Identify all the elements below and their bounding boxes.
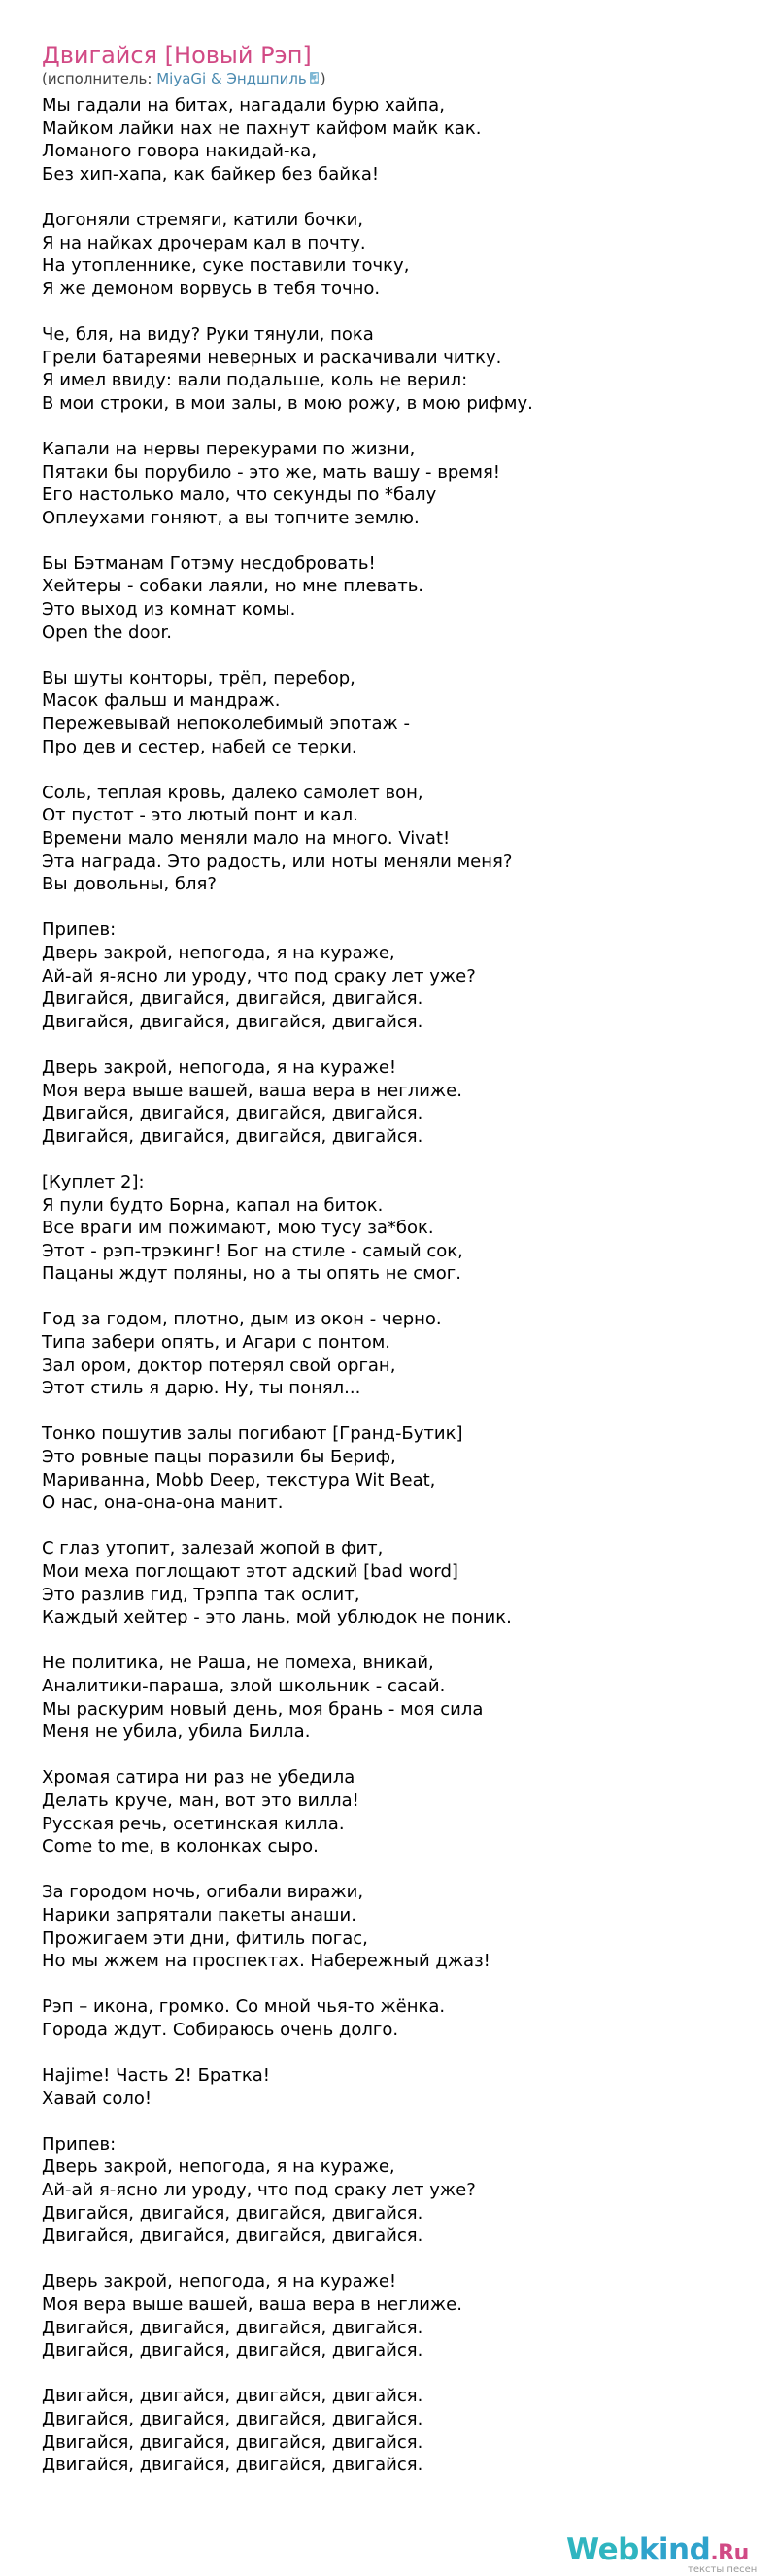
lyrics-stanza	[42, 1995, 741, 2041]
lyric-line: Рэп – икона, громко. Со мной чья-то жёнка.	[42, 1996, 446, 2018]
lyric-line: За городом ночь, огибали виражи,	[42, 1882, 364, 1903]
lyric-line: Моя вера выше вашей, ваша вера в неглиже.	[42, 1080, 462, 1101]
lyric-line: Майком лайки нах не пахнут кайфом майк как.	[42, 117, 482, 139]
lyric-line: Припев:	[42, 920, 117, 941]
lyrics-stanza	[42, 2133, 741, 2248]
lyric-line: Двигайся, двигайся, двигайся, двигайся.	[42, 2317, 423, 2338]
lyric-line: Пятаки бы порубило - это же, мать вашу - время!	[42, 461, 501, 483]
lyric-line: Ай-ай я-ясно ли уроду, что под сраку лет уже?	[42, 2180, 476, 2201]
lyric-line: Я пули будто Борна, капал на биток.	[42, 1194, 384, 1216]
lyrics-stanza	[42, 782, 741, 896]
lyric-line: В мои строки, в мои залы, в мою рожу, в мою рифму.	[42, 392, 533, 414]
lyric-line: Дверь закрой, непогода, я на кураже!	[42, 1056, 397, 1078]
lyric-line: Но мы жжем на проспектах. Набережный джаз!	[42, 1951, 490, 1972]
lyric-line: Мы раскурим новый день, моя брань - моя сила	[42, 1698, 484, 1720]
lyric-line: Двигайся, двигайся, двигайся, двигайся.	[42, 2408, 423, 2429]
lyric-line: Двигайся, двигайся, двигайся, двигайся.	[42, 988, 423, 1010]
lyric-line: Дверь закрой, непогода, я на кураже!	[42, 2271, 397, 2292]
lyric-line: Меня не убила, убила Билла.	[42, 1722, 311, 1743]
lyrics-stanza	[42, 2064, 741, 2110]
lyric-line: Ай-ай я-ясно ли уроду, что под сраку лет уже?	[42, 965, 476, 987]
lyric-line: Города ждут. Собираюсь очень долго.	[42, 2019, 399, 2040]
lyric-line: [Куплет 2]:	[42, 1171, 145, 1192]
lyric-line: На утопленнике, суке поставили точку,	[42, 255, 410, 277]
lyric-line: Это ровные пацы поразили бы Бериф,	[42, 1447, 396, 1468]
lyrics-stanza	[42, 552, 741, 644]
lyric-line: Аналитики-параша, злой школьник - сасай.	[42, 1675, 446, 1696]
lyrics-stanza	[42, 2270, 741, 2361]
lyric-line: Делать круче, ман, вот это вилла!	[42, 1790, 359, 1811]
lyric-line: Это выход из комнат комы.	[42, 599, 296, 620]
lyric-line: Год за годом, плотно, дым из окон - черно.	[42, 1309, 442, 1330]
lyric-line: Его настолько мало, что секунды по *балу	[42, 485, 437, 506]
lyric-line: Прожигаем эти дни, фитиль погас,	[42, 1927, 368, 1949]
lyric-line: Двигайся, двигайся, двигайся, двигайся.	[42, 2386, 423, 2407]
lyric-line: Двигайся, двигайся, двигайся, двигайся.	[42, 1125, 423, 1147]
lyric-line: Я имел ввиду: вали подальше, коль не верил:	[42, 370, 468, 391]
lyric-line: Этот - рэп-трэкинг! Бог на стиле - самый сок,	[42, 1240, 463, 1261]
lyric-line: Припев:	[42, 2133, 117, 2155]
lyrics-stanza	[42, 438, 741, 529]
lyric-line: Мои меха поглощают этот адский [bad word]	[42, 1561, 458, 1582]
lyric-line: Пацаны ждут поляны, но а ты опять не смог.	[42, 1263, 461, 1285]
lyric-line: Нарики запрятали пакеты анаши.	[42, 1904, 356, 1925]
lyric-line: Капали на нервы перекурами по жизни,	[42, 438, 416, 459]
lyric-line: Вы шуты конторы, трёп, перебор,	[42, 667, 355, 688]
site-logo[interactable]	[566, 2532, 758, 2575]
lyric-line: Каждый хейтер - это лань, мой ублюдок не поник.	[42, 1607, 512, 1628]
lyric-line: Бы Бэтманам Готэму несдобровать!	[42, 552, 376, 574]
lyric-line: Моя вера выше вашей, ваша вера в неглиже.	[42, 2294, 462, 2315]
lyric-line: Мариванна, Mobb Deep, текстура Wit Beat,	[42, 1469, 436, 1490]
lyric-line: Грели батареями неверных и раскачивали читку.	[42, 347, 502, 368]
lyrics-stanza	[42, 1171, 741, 1286]
lyric-line: Двигайся, двигайся, двигайся, двигайся.	[42, 1103, 423, 1124]
lyric-line: Пережевывай непоколебимый эпотаж -	[42, 714, 410, 735]
lyrics-stanza	[42, 1766, 741, 1857]
lyric-line: С глаз утопит, залезай жопой в фит,	[42, 1538, 384, 1559]
lyrics-stanza	[42, 1422, 741, 1514]
lyric-line: Без хип-хапа, как байкер без байка!	[42, 163, 380, 184]
lyric-line: Зал ором, доктор потерял свой орган,	[42, 1355, 396, 1376]
lyric-line: Open the door.	[42, 621, 172, 643]
lyrics-stanza	[42, 1537, 741, 1628]
lyric-line: О нас, она-она-она манит.	[42, 1492, 284, 1514]
lyrics-stanza	[42, 209, 741, 300]
lyric-line: Типа забери опять, и Агари с понтом.	[42, 1332, 391, 1354]
logo-web-text: Web	[566, 2532, 639, 2567]
lyric-line: Я же демоном ворвусь в тебя точно.	[42, 278, 381, 299]
lyrics-body	[42, 94, 741, 2499]
lyric-line: Догоняли стремяги, катили бочки,	[42, 209, 364, 230]
lyric-line: Come to me, в колонках сыро.	[42, 1836, 319, 1857]
performer-line	[42, 68, 326, 89]
performer-prefix: (исполнитель:	[42, 70, 157, 87]
lyric-line: Дверь закрой, непогода, я на кураже,	[42, 2157, 395, 2178]
lyric-line: Оплеухами гоняют, а вы топчите землю.	[42, 507, 420, 528]
lyric-line: Вы довольны, бля?	[42, 874, 217, 895]
lyric-line: Дверь закрой, непогода, я на кураже,	[42, 942, 395, 963]
lyric-line: Хромая сатира ни раз не убедила	[42, 1767, 355, 1789]
song-title: Двигайся [Новый Рэп]	[42, 42, 312, 69]
lyrics-stanza	[42, 1308, 741, 1399]
music-note-icon[interactable]	[308, 70, 321, 84]
lyric-line: Hajime! Часть 2! Братка!	[42, 2065, 270, 2087]
performer-suffix: )	[320, 70, 326, 87]
lyric-line: Двигайся, двигайся, двигайся, двигайся.	[42, 2202, 423, 2224]
lyric-line: Я на найках дрочерам кал в почту.	[42, 232, 366, 253]
lyrics-stanza	[42, 1056, 741, 1148]
lyrics-stanza	[42, 1881, 741, 1972]
lyrics-stanza	[42, 667, 741, 758]
lyric-line: Хавай соло!	[42, 2088, 152, 2109]
lyrics-stanza	[42, 323, 741, 415]
lyric-line: Это разлив гид, Трэппа так ослит,	[42, 1584, 360, 1605]
lyric-line: Хейтеры - собаки лаяли, но мне плевать.	[42, 576, 424, 597]
lyric-line: Про дев и сестер, набей се терки.	[42, 736, 357, 757]
lyric-line: От пустот - это лютый понт и кал.	[42, 805, 358, 826]
lyric-line: Двигайся, двигайся, двигайся, двигайся.	[42, 1011, 423, 1032]
logo-ru-text: .Ru	[710, 2541, 749, 2565]
lyric-line: Не политика, не Раша, не помеха, вникай,	[42, 1653, 434, 1674]
lyric-line: Че, бля, на виду? Руки тянули, пока	[42, 323, 374, 345]
lyric-line: Тонко пошутив залы погибают [Гранд-Бутик]	[42, 1423, 463, 1445]
logo-tagline: тексты песен	[688, 2564, 758, 2575]
lyric-line: Ломаного говора накидай-ка,	[42, 141, 318, 162]
lyrics-stanza	[42, 919, 741, 1033]
lyric-line: Соль, теплая кровь, далеко самолет вон,	[42, 782, 423, 803]
lyric-line: Двигайся, двигайся, двигайся, двигайся.	[42, 2455, 423, 2476]
lyrics-stanza	[42, 2385, 741, 2476]
lyric-line: Мы гадали на битах, нагадали бурю хайпа,	[42, 95, 445, 116]
lyric-line: Русская речь, осетинская килла.	[42, 1813, 345, 1834]
logo-kind-text: kind	[638, 2532, 711, 2567]
artist-link[interactable]: MiyaGi & Эндшпиль	[156, 70, 307, 87]
lyric-line: Все враги им пожимают, мою тусу за*бок.	[42, 1218, 434, 1239]
lyric-line: Эта награда. Это радость, или ноты меняли меня?	[42, 851, 513, 872]
lyric-line: Времени мало меняли мало на много. Vivat!	[42, 828, 451, 849]
lyric-line: Двигайся, двигайся, двигайся, двигайся.	[42, 2225, 423, 2247]
lyric-line: Масок фальш и мандраж.	[42, 690, 281, 712]
lyric-line: Двигайся, двигайся, двигайся, двигайся.	[42, 2431, 423, 2453]
lyric-line: Двигайся, двигайся, двигайся, двигайся.	[42, 2340, 423, 2361]
lyrics-stanza	[42, 94, 741, 185]
lyrics-stanza	[42, 1652, 741, 1743]
lyric-line: Этот стиль я дарю. Ну, ты понял...	[42, 1378, 361, 1399]
